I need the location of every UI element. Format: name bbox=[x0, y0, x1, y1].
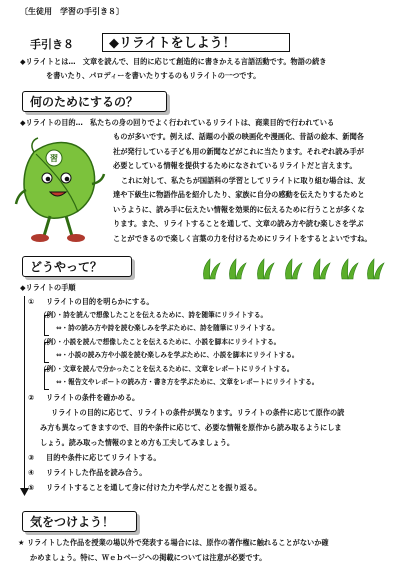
conditions-line-1: リライトの目的に応じて、リライトの条件が異なります。リライトの条件に応じて原作の読 bbox=[51, 408, 345, 417]
procedure-flow-line bbox=[24, 296, 25, 492]
example-main: （例）・小説を読んで想像したことを伝えるために、小説を脚本にリライトする。 bbox=[40, 338, 281, 346]
grass-decoration-icon bbox=[200, 255, 390, 281]
procedure-label: ◆リライトの手順 bbox=[20, 283, 76, 292]
example-main: （例）・詩を読んで想像したことを伝えるために、詩を随筆にリライトする。 bbox=[40, 311, 268, 319]
caution-line-2: かめましょう。特に、Ｗｅｂページへの掲載については注意が必要です。 bbox=[30, 553, 267, 562]
section-heading-caution: 気をつけよう！ bbox=[22, 511, 137, 532]
step-text: 目的や条件に応じてリライトする。 bbox=[46, 453, 161, 462]
intro-line-1: ◆リライトとは… 文章を読んで、目的に応じて創造的に書きかえる言語活動です。物語の続き bbox=[20, 57, 327, 66]
purpose-line-8: ります。また、リライトすることを通して、文章の読み方や読む楽しさを学ぶ bbox=[113, 219, 364, 228]
conditions-line-3: しょう。読み取った情報のまとめ方も工夫してみましょう。 bbox=[40, 438, 235, 447]
example-sub: ⇔・報告文やレポートの読み方・書き方を学ぶために、文章をレポートにリライトする。 bbox=[56, 378, 319, 386]
purpose-line-5: これに対して、私たちが国語科の学習としてリライトに取り組む場合は、友 bbox=[121, 176, 366, 185]
section-heading-how: どうやって？ bbox=[22, 256, 132, 277]
svg-text:習: 習 bbox=[50, 154, 58, 163]
example-sub: ⇔・小説の読み方や小説を読む楽しみを学ぶために、小説を脚本にリライトする。 bbox=[56, 351, 299, 359]
caution-line-1: ★ リライトした作品を授業の場以外で発表する場合には、原作の著作権に触れることがないか確 bbox=[18, 538, 329, 547]
section-heading-why: 何のためにするの？ bbox=[22, 91, 167, 112]
step-number: ② bbox=[28, 393, 35, 402]
doc-header: 〔生徒用 学習の手引き８〕 bbox=[20, 7, 124, 16]
step-number: ④ bbox=[28, 468, 35, 477]
step-text: リライトした作品を読み合う。 bbox=[46, 468, 147, 477]
purpose-line-1: ◆リライトの目的… 私たちの身の回りでよく行われているリライトは、商業目的で行われている bbox=[20, 118, 335, 127]
purpose-line-7: いうように、読み手に伝えたい情報を効果的に伝えるために行うことが多くな bbox=[113, 205, 365, 214]
purpose-line-3: 社が発行している子ども用の新聞などがこれに当たります。それぞれ読み手が bbox=[113, 147, 364, 156]
page-title: ◆リライトをしよう！ bbox=[102, 33, 290, 52]
leaf-mascot-icon bbox=[14, 132, 106, 244]
example-main: （例）・文章を読んで分かったことを伝えるために、文章をレポートにリライトする。 bbox=[40, 365, 294, 373]
step-text: リライトの目的を明らかにする。 bbox=[46, 297, 154, 306]
purpose-line-4: 必要としている情報を提供するためになされているリライトだと言えます。 bbox=[113, 161, 357, 170]
intro-line-2: を書いたり、パロディーを書いたりするのもリライトの一つです。 bbox=[46, 71, 261, 80]
step-number: ① bbox=[28, 297, 35, 306]
guide-number: 手引き８ bbox=[30, 38, 74, 51]
conditions-line-2: み方も異なってきますので、目的や条件に応じて、必要な情報を原作から読み取るようにしま bbox=[40, 423, 342, 432]
purpose-line-2: ものが多いです。例えば、話題の小説の映画化や漫画化、昔話の絵本、新聞各 bbox=[113, 132, 364, 141]
step-text: リライトの条件を確かめる。 bbox=[46, 393, 140, 402]
step-number: ③ bbox=[28, 453, 35, 462]
step-text: リライトすることを通して身に付けた力や学んだことを振り返る。 bbox=[46, 483, 262, 492]
example-sub: ⇔・詩の読み方や詩を読む楽しみを学ぶために、詩を随筆にリライトする。 bbox=[56, 324, 279, 332]
purpose-line-9: ことができるので楽しく言葉の力を付けるためにリライトをするとよいですね。 bbox=[113, 234, 372, 243]
step-number: ⑤ bbox=[28, 483, 35, 492]
purpose-line-6: 達や下級生に物語作品を紹介したり、家族に自分の感動を伝えたりするためと bbox=[113, 190, 365, 199]
